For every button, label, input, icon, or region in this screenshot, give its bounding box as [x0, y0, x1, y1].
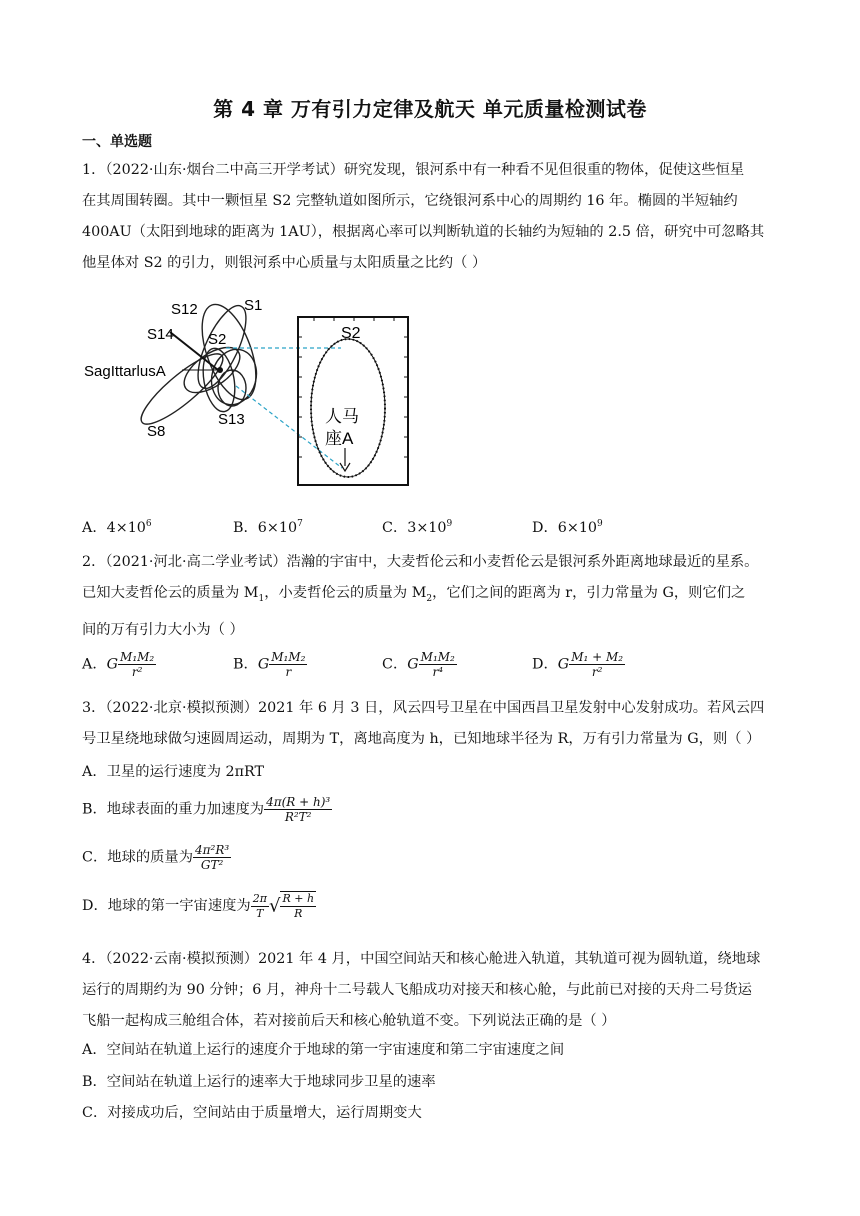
q4-option-a[interactable]: A．空间站在轨道上运行的速度介于地球的第一宇宙速度和第二宇宙速度之间: [82, 1042, 565, 1058]
q1-line-3: 400AU（太阳到地球的距离为 1AU），根据离心率可以判断轨道的长轴约为短轴的 2.5 倍，研究中可忽略其: [82, 224, 765, 240]
label-center-line2: 座A: [325, 429, 354, 448]
section-heading: 一、单选题: [82, 134, 152, 150]
question-4-text: [82, 944, 782, 1037]
q3-option-c[interactable]: C．地球的质量为 $\frac{\text{4π²R³}}{\text{GT²}}$: [82, 843, 230, 872]
label-s2-right: S2: [341, 325, 361, 342]
q3-option-b[interactable]: B．地球表面的重力加速度为 $\frac{\text{4π(R + h)³}}{\text{R²T²}}$: [82, 795, 331, 824]
page-title: 第 4 章 万有引力定律及航天 单元质量检测试卷: [213, 97, 647, 121]
q4-line-2: 运行的周期约为 90 分钟；6 月，神舟十二号载人飞船成功对接天和核心舱，与此前已对接的天舟二号货运: [82, 982, 752, 998]
connector-bottom: [236, 386, 342, 468]
q3-line-1: 3．（2022·北京·模拟预测）2021 年 6 月 3 日，风云四号卫星在中国西昌卫星发射中心发射成功。若风云四: [82, 700, 765, 716]
question-3-text: [82, 693, 782, 755]
label-s14: S14: [147, 326, 174, 343]
q4-option-c[interactable]: C．对接成功后，空间站由于质量增大，运行周期变大: [82, 1105, 422, 1121]
label-sagittarius: SagIttarlusA: [84, 363, 166, 380]
q2-line-1: 2．（2021·河北·高二学业考试）浩瀚的宇宙中，大麦哲伦云和小麦哲伦云是银河系外距离地球最近的星系。: [82, 554, 759, 570]
q2-line-3: 间的万有引力大小为（ ）: [82, 621, 244, 638]
label-s1: S1: [244, 297, 263, 314]
q2-option-c[interactable]: C．G $\frac{\text{M₁M₂}}{\text{r⁴}}$: [382, 650, 455, 679]
q4-line-3: 飞船一起构成三舱组合体，若对接前后天和核心舱轨道不变。下列说法正确的是（ ）: [82, 1013, 616, 1029]
q2-option-d[interactable]: D．G $\frac{\text{M₁ + M₂}}{\text{r²}}$: [532, 650, 624, 679]
q1-options: [82, 517, 782, 547]
q1-line-4: 他星体对 S2 的引力，则银河系中心质量与太阳质量之比约（ ）: [82, 255, 487, 271]
q2-options: [82, 650, 782, 686]
zoom-panel: [298, 317, 408, 485]
label-s8: S8: [147, 423, 166, 440]
q1-option-b[interactable]: B．$6\times 10^7$: [233, 519, 303, 536]
q3-option-a[interactable]: A．卫星的运行速度为 2πRT: [82, 764, 265, 780]
q3-line-2: 号卫星绕地球做匀速圆周运动，周期为 T，离地高度为 h，已知地球半径为 R，万有引力常量为 G，则（ ）: [82, 731, 761, 747]
q4-option-b[interactable]: B．空间站在轨道上运行的速率大于地球同步卫星的速率: [82, 1074, 436, 1090]
question-2-text: [82, 547, 782, 646]
label-s2-left: S2: [208, 331, 227, 348]
q2-option-b[interactable]: B．G $\frac{\text{M₁M₂}}{r}$: [233, 650, 306, 679]
label-s13: S13: [218, 411, 245, 428]
question-1-text: [82, 155, 782, 279]
q1-option-c[interactable]: C．$3\times 10^9$: [382, 519, 453, 536]
q4-line-1: 4．（2022·云南·模拟预测）2021 年 4 月，中国空间站天和核心舱进入轨道，其轨道可视为圆轨道，绕地球: [82, 951, 761, 967]
center-dot: [217, 367, 223, 373]
q1-line-1: 1．（2022·山东·烟台二中高三开学考试）研究发现，银河系中有一种看不见但很重的物体，促使这些恒星: [82, 162, 745, 178]
q1-option-d[interactable]: D．$6\times 10^9$: [532, 519, 603, 536]
q1-line-2: 在其周围转圈。其中一颗恒星 S2 完整轨道如图所示，它绕银河系中心的周期约 16 年。椭圆的半短轴约: [82, 193, 738, 209]
q3-option-d[interactable]: D．地球的第一宇宙速度为 $\frac{2\pi}{T}$ √ $\frac{R + h}{R}$: [82, 891, 315, 920]
label-center-line1: 人马: [325, 407, 359, 426]
q2-line-2: 已知大麦哲伦云的质量为 $M_1$，小麦哲伦云的质量为 $M_2$，它们之间的距离为 r，引力常量为 G，则它们之: [82, 585, 746, 604]
orbit-figure: [84, 292, 414, 487]
label-s12: S12: [171, 301, 198, 318]
q2-option-a[interactable]: A．G $\frac{\text{M₁M₂}}{\text{r²}}$: [82, 650, 155, 679]
q1-option-a[interactable]: A．$4\times 10^6$: [82, 519, 152, 536]
